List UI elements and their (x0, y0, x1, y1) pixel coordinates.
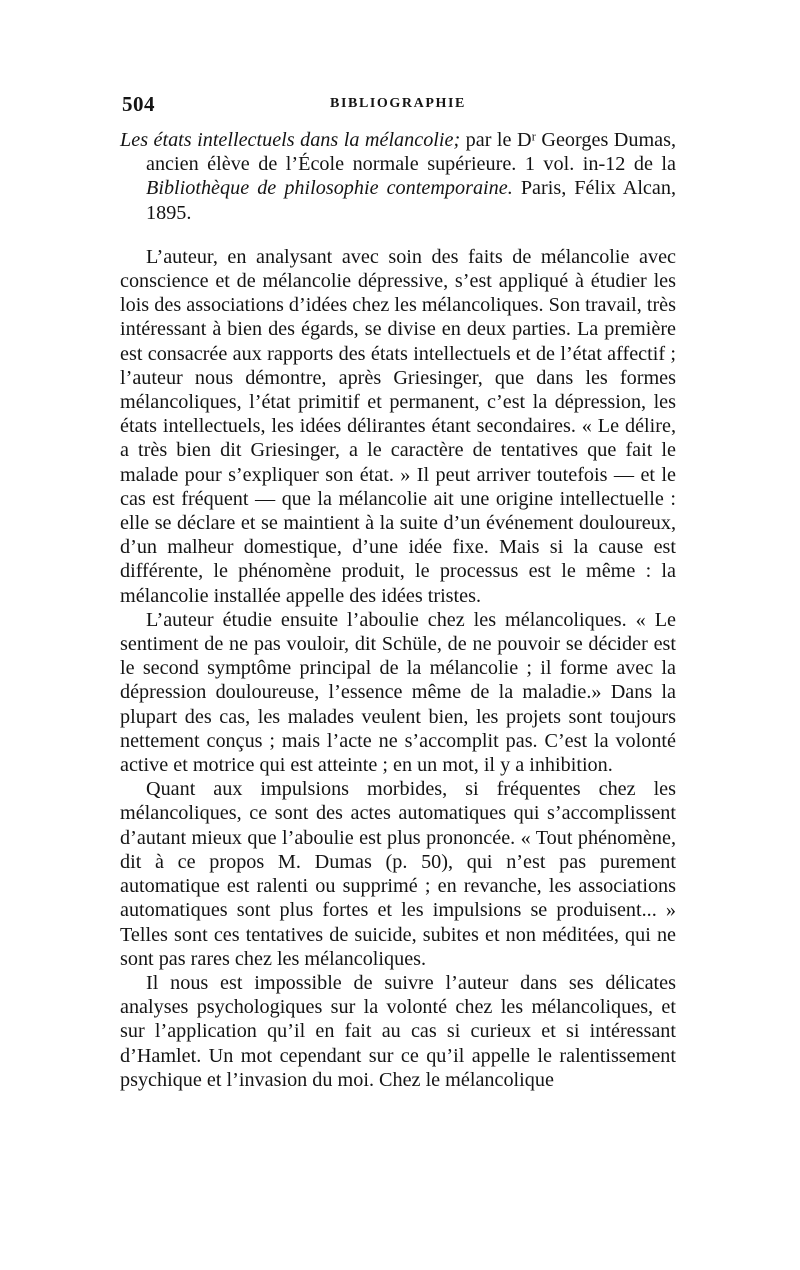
page-number: 504 (122, 92, 155, 116)
book-page (120, 92, 676, 1092)
citation-details: par le Dʳ Georges Dumas, ancien élève de l’École normale supérieure. 1 vol. in-12 de la (146, 129, 677, 176)
bibliographic-citation (120, 128, 676, 225)
paragraph-4: Il nous est impossible de suivre l’auteur dans ses délicates analyses psychologiques sur la volonté chez les mélancoliques, et sur l’application qu’il en fait au cas si curieux et si intéressant d’Hamlet. Un mot cependant sur ce qu’il appelle le ralentissement psychique et l’invasion du moi. Chez le mélancolique (120, 971, 676, 1091)
paragraph-1: L’auteur, en analysant avec soin des faits de mélancolie avec conscience et de mélancolie dépressive, s’est appliqué à étudier les lois des associations d’idées chez les mélancoliques. Son travail, très intéressant à bien des égards, se divise en deux parties. La première est consacrée aux rapports des états intellectuels et de l’état affectif ; l’auteur nous démontre, après Griesinger, que dans les formes mélancoliques, l’état primitif et permanent, c’est la dépression, les états intellectuels, les idées délirantes étant secondaires. « Le délire, a très bien dit Griesinger, a le caractère de tentatives que fait le malade pour s’expliquer son état. » Il peut arriver toutefois — et le cas est fréquent — que la mélancolie ait une origine intellectuelle : elle se déclare et se maintient à la suite d’un événement douloureux, d’un malheur domestique, d’une idée fixe. Mais si la cause est différente, le phénomène produit, le processus est le même : la mélancolie installée appelle des idées tristes. (120, 245, 676, 607)
book-title: Les états intellectuels dans la mélancolie; (120, 129, 461, 151)
paragraph-3: Quant aux impulsions morbides, si fréquentes chez les mélancoliques, ce sont des actes automatiques qui s’accomplissent d’autant mieux que l’aboulie est plus prononcée. « Tout phénomène, dit à ce propos M. Dumas (p. 50), qui n’est pas purement automatique est ralenti ou supprimé ; en revanche, les associations automatiques sont plus fortes et les impulsions se produisent... » Telles sont ces tentatives de suicide, subites et non méditées, qui ne sont pas rares chez les mélancoliques. (120, 778, 676, 970)
paragraph-2: L’auteur étudie ensuite l’aboulie chez les mélancoliques. « Le sentiment de ne pas vouloir, dit Schüle, de ne pouvoir se décider est le second symptôme principal de la mélancolie ; il forme avec la dépression douloureuse, l’essence même de la maladie.» Dans la plupart des cas, les malades veulent bien, les projets sont toujours nettement conçus ; mais l’acte ne s’accomplit pas. C’est la volonté active et motrice qui est atteinte ; en un mot, il y a inhibition. (120, 608, 676, 777)
page-header (120, 92, 676, 122)
series-title: Bibliothèque de philosophie contemporaine. (146, 177, 513, 200)
publisher-info: Paris, Félix Alcan, 1895. (146, 177, 676, 224)
running-head: BIBLIOGRAPHIE (330, 96, 466, 111)
